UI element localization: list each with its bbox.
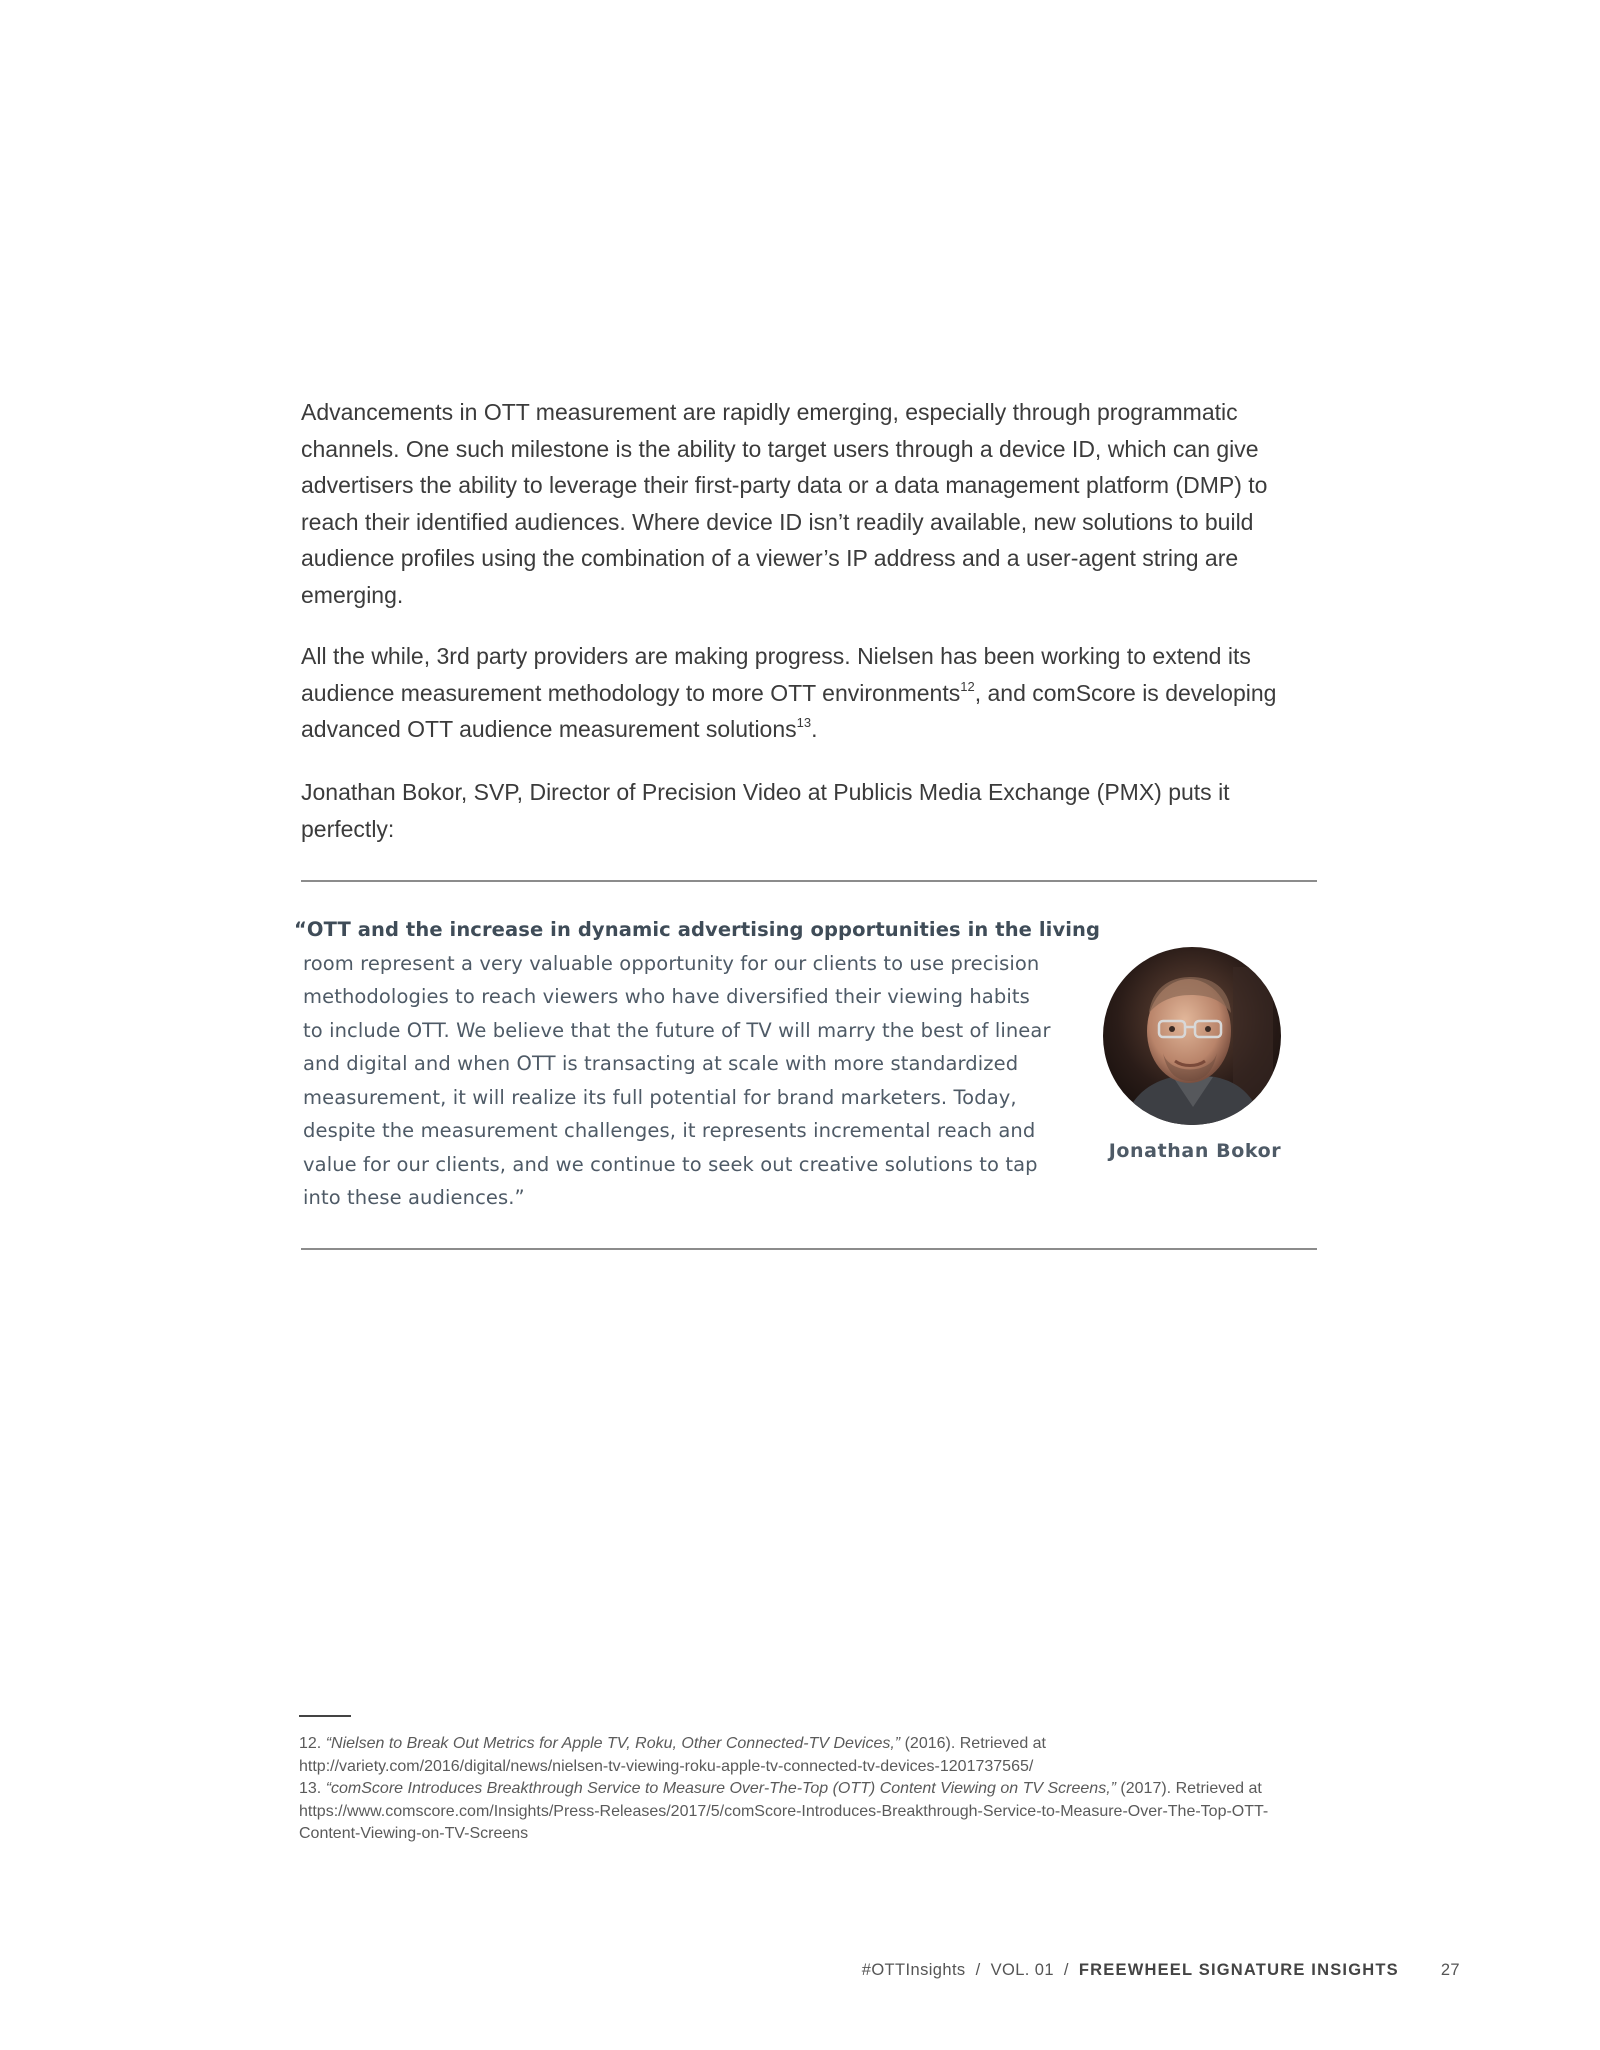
quote-line: despite the measurement challenges, it represents incremental reach and xyxy=(303,1119,1036,1142)
footer-hashtag: #OTTInsights xyxy=(861,1961,966,1979)
footnote-title: “Nielsen to Break Out Metrics for Apple TV, Roku, Other Connected-TV Devices,” xyxy=(325,1735,901,1752)
quote-bottom-divider xyxy=(301,1248,1317,1250)
speaker-photo xyxy=(1103,947,1281,1125)
footnote-source[interactable]: (2017). Retrieved at https://www.comscore.com/Insights/Press-Releases/2017/5/comScore-Introduces-Breakthrough-Service-to-Measure-Over-The-Top-OTT-Content-Viewing-on-TV-Screens xyxy=(299,1780,1269,1842)
page-number: 27 xyxy=(1440,1961,1460,1979)
footnote-ref-13[interactable]: 13 xyxy=(796,715,812,730)
footnote-number: 13. xyxy=(299,1780,322,1797)
quote-top-divider xyxy=(301,880,1317,882)
quote-line: and digital and when OTT is transacting at scale with more standardized xyxy=(303,1052,1019,1075)
paragraph-quote-intro: Jonathan Bokor, SVP, Director of Precision Video at Publicis Media Exchange (PMX) puts it perfectly: xyxy=(301,779,1230,842)
pull-quote xyxy=(294,913,1101,1215)
footer-volume: VOL. 01 xyxy=(990,1961,1054,1979)
footer-separator: / xyxy=(1063,1961,1069,1979)
footnote-13 xyxy=(299,1778,1319,1846)
footnotes xyxy=(299,1733,1319,1846)
speaker-name: Jonathan Bokor xyxy=(1108,1140,1282,1162)
quote-line: measurement, it will realize its full potential for brand marketers. Today, xyxy=(303,1085,1017,1109)
quote-line: methodologies to reach viewers who have diversified their viewing habits xyxy=(303,985,1030,1008)
paragraph-text: . xyxy=(811,716,818,742)
footer-separator: / xyxy=(975,1961,981,1979)
footnote-ref-12[interactable]: 12 xyxy=(960,678,975,694)
quote-line: to include OTT. We believe that the future of TV will marry the best of linear xyxy=(303,1018,1051,1042)
paragraph-third-party-providers xyxy=(301,638,1321,748)
footnote-number: 12. xyxy=(299,1735,322,1752)
paragraph-ott-measurement: Advancements in OTT measurement are rapidly emerging, especially through programmatic channels. One such milestone is the ability to target users through a device ID, which can give advertisers the ability to leverage their first-party data or a data management platform (DMP) to reach their identified audiences. Where device ID isn’t readily available, new solutions to build audience profiles using the combination of a viewer’s IP address and a user-agent string are emerging. xyxy=(301,399,1268,608)
page-footer xyxy=(862,1961,1460,1980)
quote-line: into these audiences.” xyxy=(303,1186,525,1209)
speaker-avatar xyxy=(1103,947,1281,1125)
footnote-12 xyxy=(299,1733,1319,1778)
footnote-divider xyxy=(299,1715,351,1717)
quote-line: value for our clients, and we continue to seek out creative solutions to tap xyxy=(303,1152,1038,1176)
quote-lead-line: “OTT and the increase in dynamic advertising opportunities in the living xyxy=(294,918,1101,941)
footnote-source[interactable]: (2016). Retrieved at http://variety.com/2016/digital/news/nielsen-tv-viewing-roku-apple-tv-connected-tv-devices-1201737565/ xyxy=(299,1735,1046,1775)
quote-line: room represent a very valuable opportunity for our clients to use precision xyxy=(303,951,1040,975)
footer-brand: FREEWHEEL SIGNATURE INSIGHTS xyxy=(1078,1961,1399,1979)
paragraph-text: All the while, 3rd party providers are making progress. Nielsen has been working to extend its audience measurement methodology to more OTT environments xyxy=(301,643,1251,706)
paragraph-text: , and comScore is developing advanced OTT audience measurement solutions xyxy=(301,679,1277,742)
footnote-title: “comScore Introduces Breakthrough Service to Measure Over-The-Top (OTT) Content Viewing on TV Screens,” xyxy=(325,1780,1116,1797)
